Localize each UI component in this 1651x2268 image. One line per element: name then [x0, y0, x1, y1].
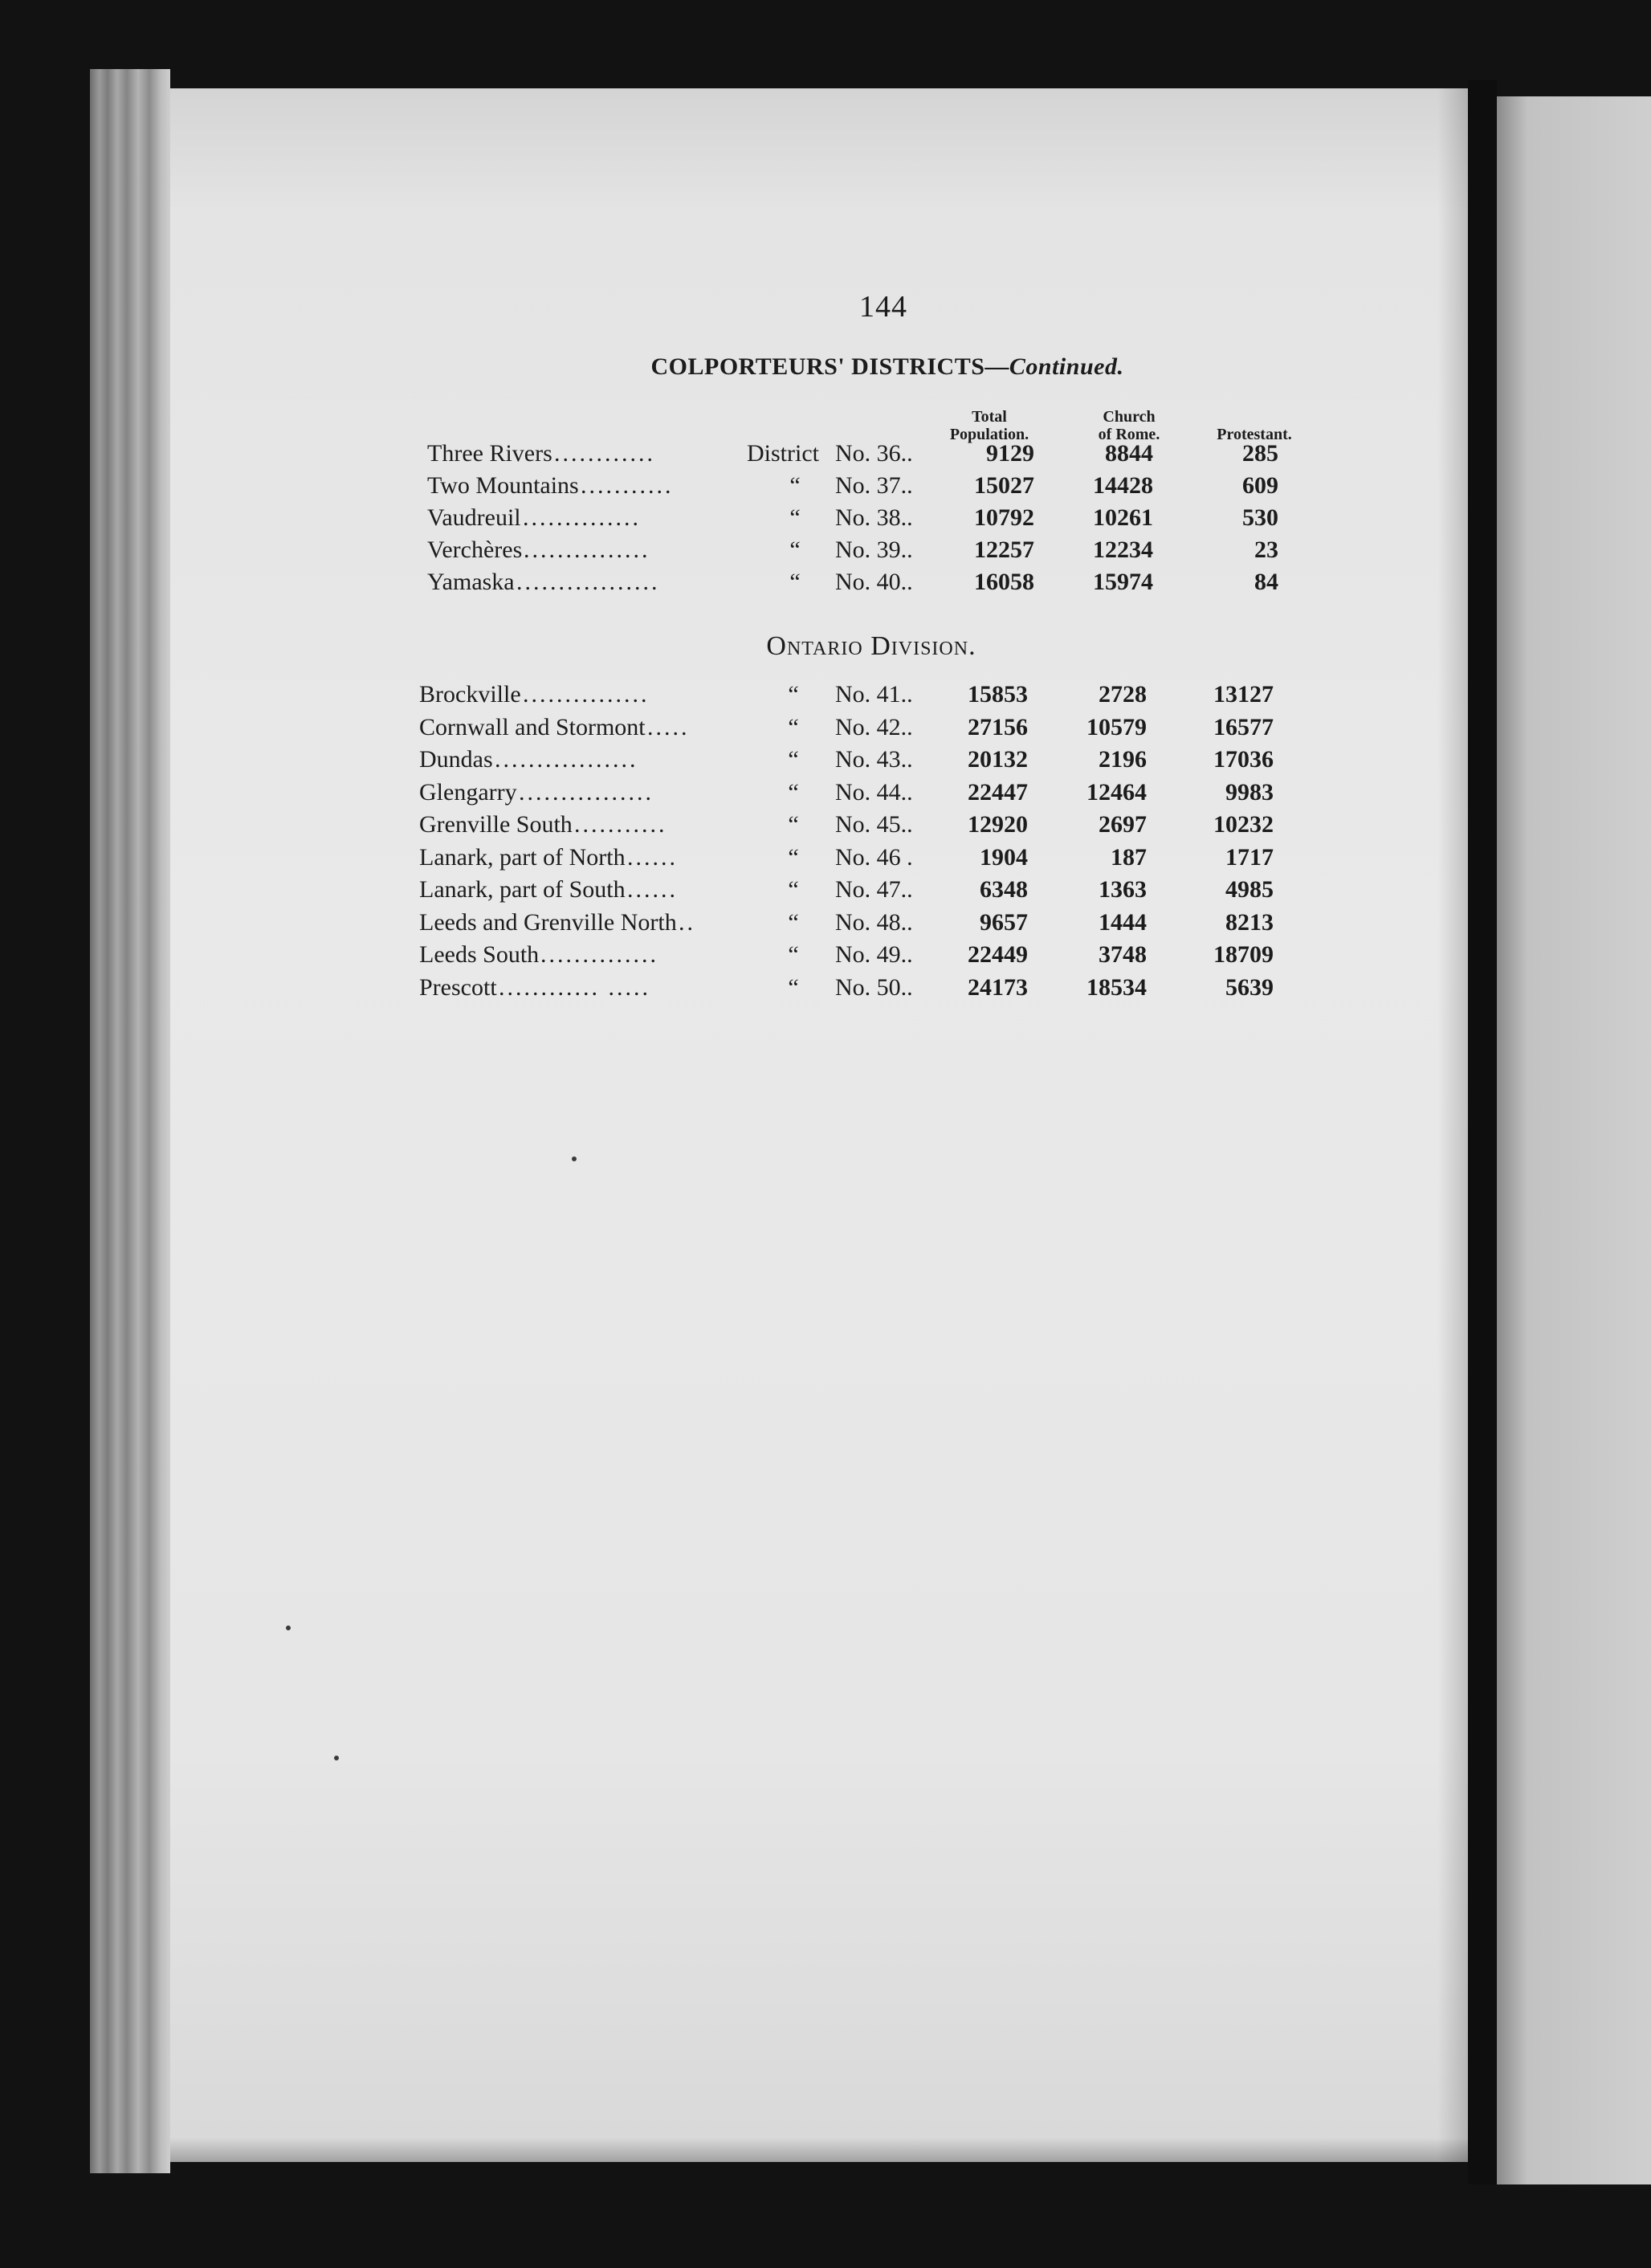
church-of-rome-value: 12464	[1086, 778, 1147, 806]
dot-leader: ................	[519, 778, 654, 806]
ditto-mark: “	[788, 941, 799, 968]
church-of-rome-value: 14428	[1093, 472, 1153, 499]
dot-leader: .................	[516, 569, 660, 595]
column-header-rome-line1: Church	[1103, 408, 1156, 426]
church-of-rome-value: 187	[1111, 843, 1147, 871]
protestant-value: 18709	[1213, 941, 1274, 968]
protestant-value: 609	[1242, 472, 1278, 499]
dot-leader: ......	[627, 843, 678, 871]
table-row	[0, 844, 1651, 876]
table-row	[0, 472, 1651, 504]
district-number: No. 45..	[835, 811, 913, 838]
total-population-value: 24173	[968, 973, 1028, 1001]
district-name: Vaudreuil	[427, 504, 521, 531]
total-population-value: 16058	[974, 569, 1034, 595]
total-population-value: 10792	[974, 504, 1034, 531]
church-of-rome-value: 12234	[1093, 536, 1153, 563]
ditto-mark: “	[788, 746, 799, 773]
page-title	[546, 353, 1229, 381]
table-row	[0, 974, 1651, 1006]
dot-leader: .................	[495, 746, 638, 773]
church-of-rome-value: 10261	[1093, 504, 1153, 531]
total-population-value: 9129	[986, 440, 1034, 467]
district-name: Glengarry	[419, 778, 517, 806]
district-name: Leeds and Grenville North	[419, 908, 677, 936]
ditto-mark: “	[788, 973, 799, 1001]
paper-speck	[572, 1156, 577, 1161]
district-name: Lanark, part of North	[419, 843, 626, 871]
table-row	[0, 746, 1651, 778]
total-population-value: 22447	[968, 778, 1028, 806]
church-of-rome-value: 15974	[1093, 569, 1153, 595]
ditto-mark: “	[789, 569, 801, 595]
church-of-rome-value: 2728	[1099, 681, 1147, 708]
dot-leader: ...............	[524, 536, 650, 563]
district-number: No. 46 .	[835, 843, 913, 871]
ontario-division-heading: Ontario Division.	[766, 631, 976, 661]
district-name: Dundas	[419, 746, 493, 773]
table-row	[0, 681, 1651, 713]
ditto-mark: “	[788, 843, 799, 871]
table-row	[0, 909, 1651, 941]
church-of-rome-value: 18534	[1086, 973, 1147, 1001]
protestant-value: 4985	[1225, 876, 1274, 903]
dot-leader: ...........	[574, 811, 667, 838]
paper-speck	[334, 1756, 339, 1760]
church-of-rome-value: 3748	[1099, 941, 1147, 968]
total-population-value: 27156	[968, 713, 1028, 740]
table-row	[0, 941, 1651, 973]
ditto-mark: “	[788, 811, 799, 838]
church-of-rome-value: 2196	[1099, 746, 1147, 773]
district-name: Cornwall and Stormont	[419, 713, 646, 740]
church-of-rome-value: 10579	[1086, 713, 1147, 740]
total-population-value: 12920	[968, 811, 1028, 838]
protestant-value: 5639	[1225, 973, 1274, 1001]
dot-leader: .....	[647, 713, 690, 740]
district-name: Brockville	[419, 681, 521, 708]
district-number: No. 39..	[835, 536, 913, 563]
protestant-value: 8213	[1225, 908, 1274, 936]
dot-leader: ......	[627, 876, 678, 903]
dot-leader: ............ .....	[499, 973, 650, 1001]
title-main: COLPORTEURS' DISTRICTS—	[650, 353, 1009, 380]
total-population-value: 15027	[974, 472, 1034, 499]
column-header-total-line1: Total	[972, 408, 1007, 426]
district-number: No. 44..	[835, 778, 913, 806]
dot-leader: ............	[554, 440, 655, 467]
dot-leader: ...............	[523, 681, 650, 708]
district-name: Grenville South	[419, 811, 573, 838]
district-name: Lanark, part of South	[419, 876, 626, 903]
ditto-mark: “	[789, 504, 801, 531]
protestant-value: 285	[1242, 440, 1278, 467]
protestant-value: 9983	[1225, 778, 1274, 806]
book-page-edges	[90, 69, 170, 2173]
page-shadow	[1437, 88, 1470, 2162]
book-page	[170, 88, 1468, 2162]
district-number: No. 47..	[835, 876, 913, 903]
district-number: No. 43..	[835, 746, 913, 773]
dot-leader: ...........	[581, 472, 674, 499]
table-row	[0, 536, 1651, 569]
table-row	[0, 504, 1651, 536]
table-row	[0, 876, 1651, 908]
protestant-value: 17036	[1213, 746, 1274, 773]
protestant-value: 16577	[1213, 713, 1274, 740]
church-of-rome-value: 2697	[1099, 811, 1147, 838]
total-population-value: 1904	[980, 843, 1028, 871]
total-population-value: 12257	[974, 536, 1034, 563]
district-name: Verchères	[427, 536, 523, 563]
table-row	[0, 811, 1651, 843]
church-of-rome-value: 8844	[1105, 440, 1153, 467]
paper-speck	[286, 1626, 291, 1630]
district-number: No. 50..	[835, 973, 913, 1001]
district-number: No. 36..	[835, 440, 913, 467]
facing-page-edge	[1497, 96, 1651, 2184]
district-number: No. 41..	[835, 681, 913, 708]
district-name: Leeds South	[419, 941, 540, 968]
protestant-value: 13127	[1213, 681, 1274, 708]
title-continued: Continued.	[1009, 353, 1124, 380]
column-header-total-line2: Population.	[949, 426, 1029, 443]
church-of-rome-value: 1444	[1099, 908, 1147, 936]
column-header-total-population	[909, 408, 1070, 443]
page-number: 144	[859, 290, 907, 324]
total-population-value: 20132	[968, 746, 1028, 773]
district-number: No. 42..	[835, 713, 913, 740]
district-number: No. 49..	[835, 941, 913, 968]
book-gutter	[1468, 80, 1497, 2184]
dot-leader: ..............	[540, 941, 658, 968]
ditto-mark: “	[788, 876, 799, 903]
protestant-value: 23	[1254, 536, 1278, 563]
ditto-mark: “	[788, 908, 799, 936]
district-name: Three Rivers	[427, 440, 552, 467]
ditto-mark: “	[788, 681, 799, 708]
total-population-value: 6348	[980, 876, 1028, 903]
district-number: No. 40..	[835, 569, 913, 595]
protestant-value: 10232	[1213, 811, 1274, 838]
dot-leader: ..............	[523, 504, 641, 531]
protestant-value: 530	[1242, 504, 1278, 531]
protestant-value: 1717	[1225, 843, 1274, 871]
district-name: Yamaska	[427, 569, 515, 595]
table-row	[0, 569, 1651, 601]
protestant-value: 84	[1254, 569, 1278, 595]
total-population-value: 15853	[968, 681, 1028, 708]
church-of-rome-value: 1363	[1099, 876, 1147, 903]
ditto-mark: “	[789, 472, 801, 499]
ditto-mark: “	[788, 778, 799, 806]
dot-leader: ..	[679, 908, 695, 936]
ditto-mark: “	[789, 536, 801, 563]
ditto-mark: “	[788, 713, 799, 740]
column-header-rome-line2: of Rome.	[1098, 426, 1160, 443]
district-number: No. 38..	[835, 504, 913, 531]
table-row	[0, 714, 1651, 746]
district-number: No. 37..	[835, 472, 913, 499]
district-number: No. 48..	[835, 908, 913, 936]
column-header-protestant-label: Protestant.	[1217, 426, 1292, 443]
table-row	[0, 779, 1651, 811]
ditto-mark: District	[747, 440, 819, 467]
table-row	[0, 440, 1651, 472]
district-name: Two Mountains	[427, 472, 579, 499]
page-bottom-shadow	[170, 2138, 1468, 2162]
total-population-value: 9657	[980, 908, 1028, 936]
district-name: Prescott	[419, 973, 497, 1001]
total-population-value: 22449	[968, 941, 1028, 968]
